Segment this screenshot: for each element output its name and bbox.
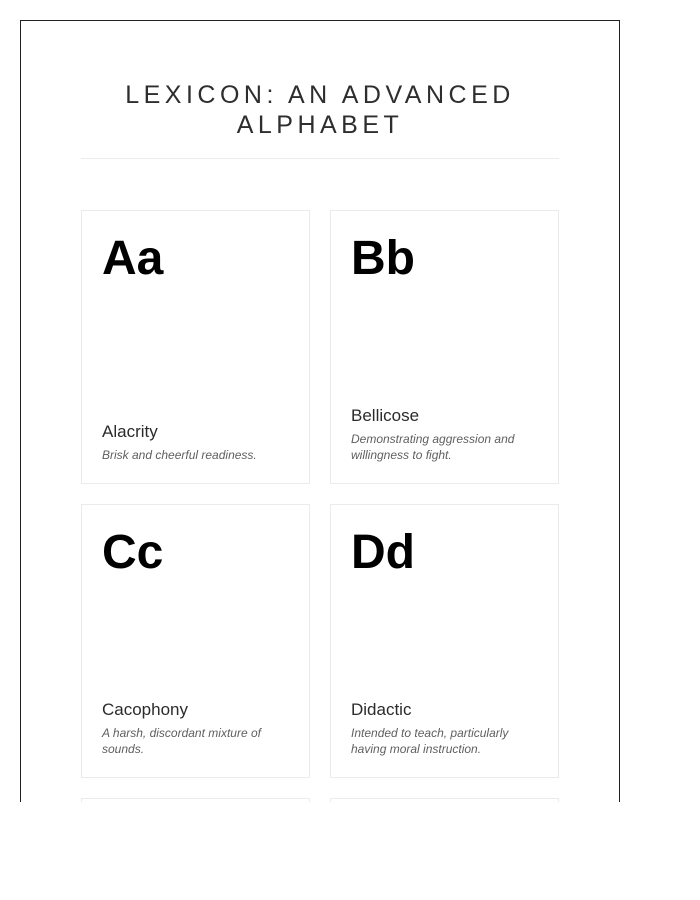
card-word-block	[351, 405, 538, 463]
card-letter: Bb	[351, 232, 415, 285]
letter-card-c	[81, 504, 310, 778]
alphabet-grid	[81, 210, 561, 802]
letter-card-next-right	[330, 798, 559, 802]
card-word: Cacophony	[102, 700, 189, 719]
card-word: Didactic	[351, 700, 412, 719]
letter-card-d	[330, 504, 559, 778]
card-word: Alacrity	[102, 422, 158, 441]
page-title: LEXICON: AN ADVANCED ALPHABET	[125, 81, 515, 139]
letter-card-a	[81, 210, 310, 484]
card-letter: Cc	[102, 526, 164, 579]
letter-card-b	[330, 210, 559, 484]
card-definition: Demonstrating aggression and willingness to fight.	[351, 432, 515, 462]
document-page	[20, 20, 620, 802]
card-definition: A harsh, discordant mixture of sounds.	[102, 726, 261, 756]
card-letter: Dd	[351, 526, 415, 579]
letter-card-next-left	[81, 798, 310, 802]
card-word-block	[102, 421, 289, 463]
card-definition: Brisk and cheerful readiness.	[102, 448, 257, 462]
card-word-block	[102, 699, 289, 757]
card-word: Bellicose	[351, 406, 420, 425]
title-divider	[81, 158, 559, 159]
card-letter: Aa	[102, 232, 164, 285]
card-definition: Intended to teach, particularly having moral instruction.	[351, 726, 509, 756]
card-word-block	[351, 699, 538, 757]
